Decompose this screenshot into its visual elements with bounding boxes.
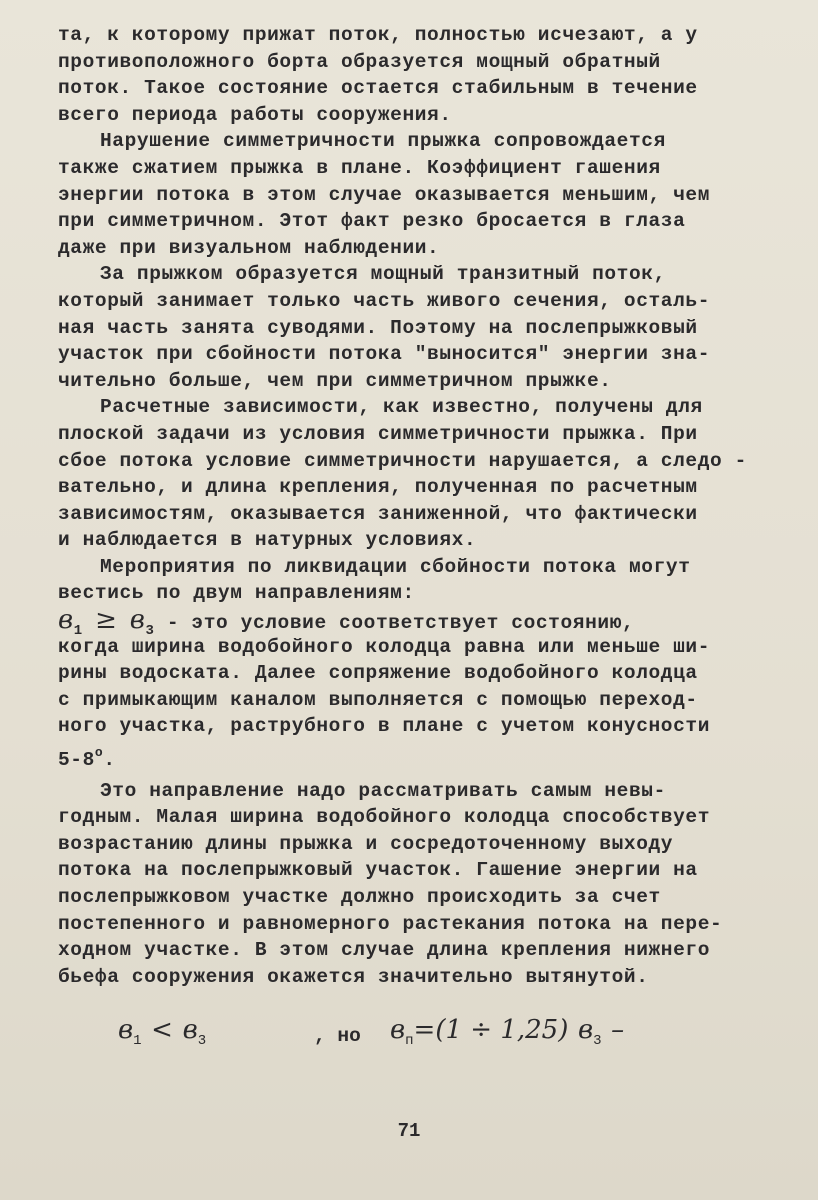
text-line: при симметричном. Этот факт резко бросается в глаза: [58, 210, 686, 233]
condition-text: - это условие соответствует состоянию,: [166, 612, 635, 635]
text-line: сбое потока условие симметричности нарушается, а следо -: [58, 449, 747, 472]
formula-condition-2: [118, 1015, 678, 1059]
text-line: с примыкающим каналом выполняется с помощью переход-: [58, 688, 698, 711]
subscript: 3: [197, 1033, 207, 1049]
subscript: п: [405, 1033, 414, 1049]
text-line: вестись по двум направлениям:: [58, 582, 415, 605]
text-line: всего периода работы сооружения.: [58, 103, 452, 126]
subscript: 3: [593, 1033, 602, 1049]
page-number: 71: [397, 1120, 421, 1142]
taper-range: 5-8: [58, 749, 95, 772]
less-than: <: [151, 1015, 173, 1045]
symbol-b: в: [129, 605, 146, 636]
text-line: постепенного и равномерного растекания потока на пере-: [58, 912, 723, 935]
formula-right: [390, 1015, 624, 1049]
text-line: участок при сбойности потока "выносится" энергии зна-: [58, 343, 711, 366]
text-line: возрастанию длины прыжка и сосредоточенному выходу: [58, 832, 674, 855]
taper-value: 5-8$^o$.: [58, 745, 116, 772]
text-line: потока на послепрыжковый участок. Гашение энергии на: [58, 859, 698, 882]
symbol-b: в: [182, 1015, 198, 1045]
text-line: ходном участке. В этом случае длина крепления нижнего: [58, 939, 711, 962]
formula-left: [118, 1015, 206, 1049]
paragraph-start: Расчетные зависимости, как известно, получены для: [100, 396, 703, 419]
symbol-b: в: [118, 1015, 134, 1045]
text-line: чительно больше, чем при симметричном прыжке.: [58, 369, 612, 392]
degree-sign: o: [94, 745, 104, 761]
paragraph-start: За прыжком образуется мощный транзитный поток,: [100, 263, 666, 286]
text-line: плоской задачи из условия симметричности прыжка. При: [58, 422, 698, 445]
subscript: 1: [133, 1033, 142, 1049]
paragraph-start: Нарушение симметричности прыжка сопровождается: [100, 130, 666, 153]
text-line: послепрыжковом участке должно происходить за счет: [58, 886, 661, 908]
text-line: та, к которому прижат поток, полностью исчезают, а у: [58, 24, 698, 46]
text-line: бьефа сооружения окажется значительно вытянутой.: [58, 965, 649, 988]
text-line: ного участка, раструбного в плане с учетом конусности: [58, 715, 711, 738]
text-line: рины водоската. Далее сопряжение водобойного колодца: [58, 662, 698, 685]
text-line: поток. Такое состояние остается стабильным в течение: [58, 77, 698, 100]
formula-dash: –: [611, 1015, 625, 1045]
text-line: противоположного борта образуется мощный обратный: [58, 50, 661, 73]
formula-expression: =(1 ÷ 1,25): [413, 1015, 569, 1045]
paragraph-start: Мероприятия по ликвидации сбойности потока могут: [100, 555, 691, 578]
text-line: также сжатием прыжка в плане. Коэффициент гашения: [58, 156, 661, 179]
formula-conjunction: , но: [314, 1025, 361, 1047]
text-line: который занимает только часть живого сечения, осталь-: [58, 289, 711, 312]
symbol-b: в: [577, 1015, 594, 1045]
subscript: 1: [73, 623, 83, 640]
text-line: зависимостям, оказывается заниженной, что фактически: [58, 502, 698, 525]
text-line: годным. Малая ширина водобойного колодца способствует: [58, 806, 711, 829]
symbol-b: в: [390, 1015, 406, 1045]
body-text: [58, 22, 788, 990]
text-line: и наблюдается в натурных условиях.: [58, 529, 477, 552]
text-line: даже при визуальном наблюдении.: [58, 236, 440, 259]
condition-line: [58, 605, 788, 640]
paragraph-start: Это направление надо рассматривать самым невы-: [100, 779, 666, 802]
symbol-b: в: [58, 605, 74, 636]
symbol-relation: ≥: [95, 605, 118, 636]
text-line: ная часть занята суводями. Поэтому на послепрыжковый: [58, 316, 698, 339]
text-line: энергии потока в этом случае оказывается меньшим, чем: [58, 183, 711, 206]
text-line: вательно, и длина крепления, полученная по расчетным: [58, 476, 698, 499]
text-line: когда ширина водобойного колодца равна или меньше ши-: [58, 635, 711, 658]
subscript: 3: [145, 623, 155, 640]
